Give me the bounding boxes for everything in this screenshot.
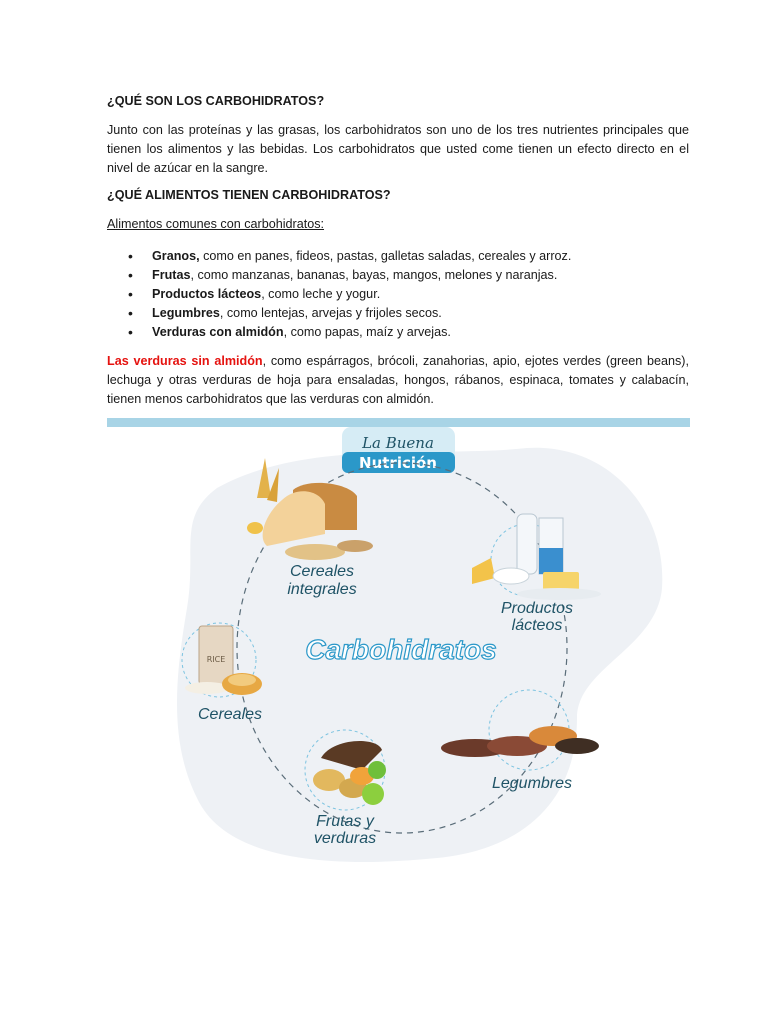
list-intro: Alimentos comunes con carbohidratos: — [107, 217, 325, 231]
label-productos-2: lácteos — [511, 617, 563, 634]
label-productos-1: Productos — [500, 600, 574, 617]
list-item: • Granos, como en panes, fideos, pastas, galletas saladas, cereales y arroz. — [107, 247, 689, 266]
infographic-title: Carbohidratos — [305, 634, 497, 665]
rice-bag-label: RICE — [206, 655, 226, 664]
paragraph-intro: Junto con las proteínas y las grasas, los carbohidratos son uno de los tres nutrientes principales que tienen los alimentos y las bebidas. Los carbohidratos que usted come tienen un efecto directo en el nivel de azúcar en la sangre. — [107, 123, 689, 175]
list-item: • Productos lácteos, como leche y yogur. — [107, 285, 689, 304]
label-cereales-integrales-1: Cereales — [289, 563, 355, 580]
infographic-svg — [107, 418, 690, 878]
label-frutas-1: Frutas y — [316, 813, 374, 830]
top-band — [107, 418, 690, 427]
heading-which-foods: ¿QUÉ ALIMENTOS TIENEN CARBOHIDRATOS? — [107, 188, 391, 202]
list-item: • Frutas, como manzanas, bananas, bayas, mangos, melones y naranjas. — [107, 266, 689, 285]
list-item: • Verduras con almidón, como papas, maíz y arvejas. — [107, 323, 689, 342]
heading-what-are-carbs: ¿QUÉ SON LOS CARBOHIDRATOS? — [107, 94, 325, 108]
label-legumbres: Legumbres — [491, 775, 573, 792]
label-cereales: Cereales — [197, 706, 263, 723]
brand-line-1: La Buena — [362, 434, 434, 452]
list-item: • Legumbres, como lentejas, arvejas y frijoles secos. — [107, 304, 689, 323]
brand-line-2: Nutrición — [359, 454, 437, 472]
highlight-non-starchy: Las verduras sin almidón — [107, 353, 263, 368]
foods-list — [107, 247, 689, 342]
label-frutas-2: verduras — [313, 830, 377, 847]
label-cereales-integrales-2: integrales — [287, 581, 357, 598]
paragraph-non-starchy: Las verduras sin almidón, como espárragos, brócoli, zanahorias, apio, ejotes verdes (green beans), lechuga y otras verduras de hoja para ensaladas, hongos, rábanos, espinaca, tomates y calabacín, tienen menos carbohidratos que las verduras con almidón. — [107, 353, 689, 406]
document-body — [107, 92, 689, 409]
carbohydrates-infographic — [107, 418, 690, 878]
